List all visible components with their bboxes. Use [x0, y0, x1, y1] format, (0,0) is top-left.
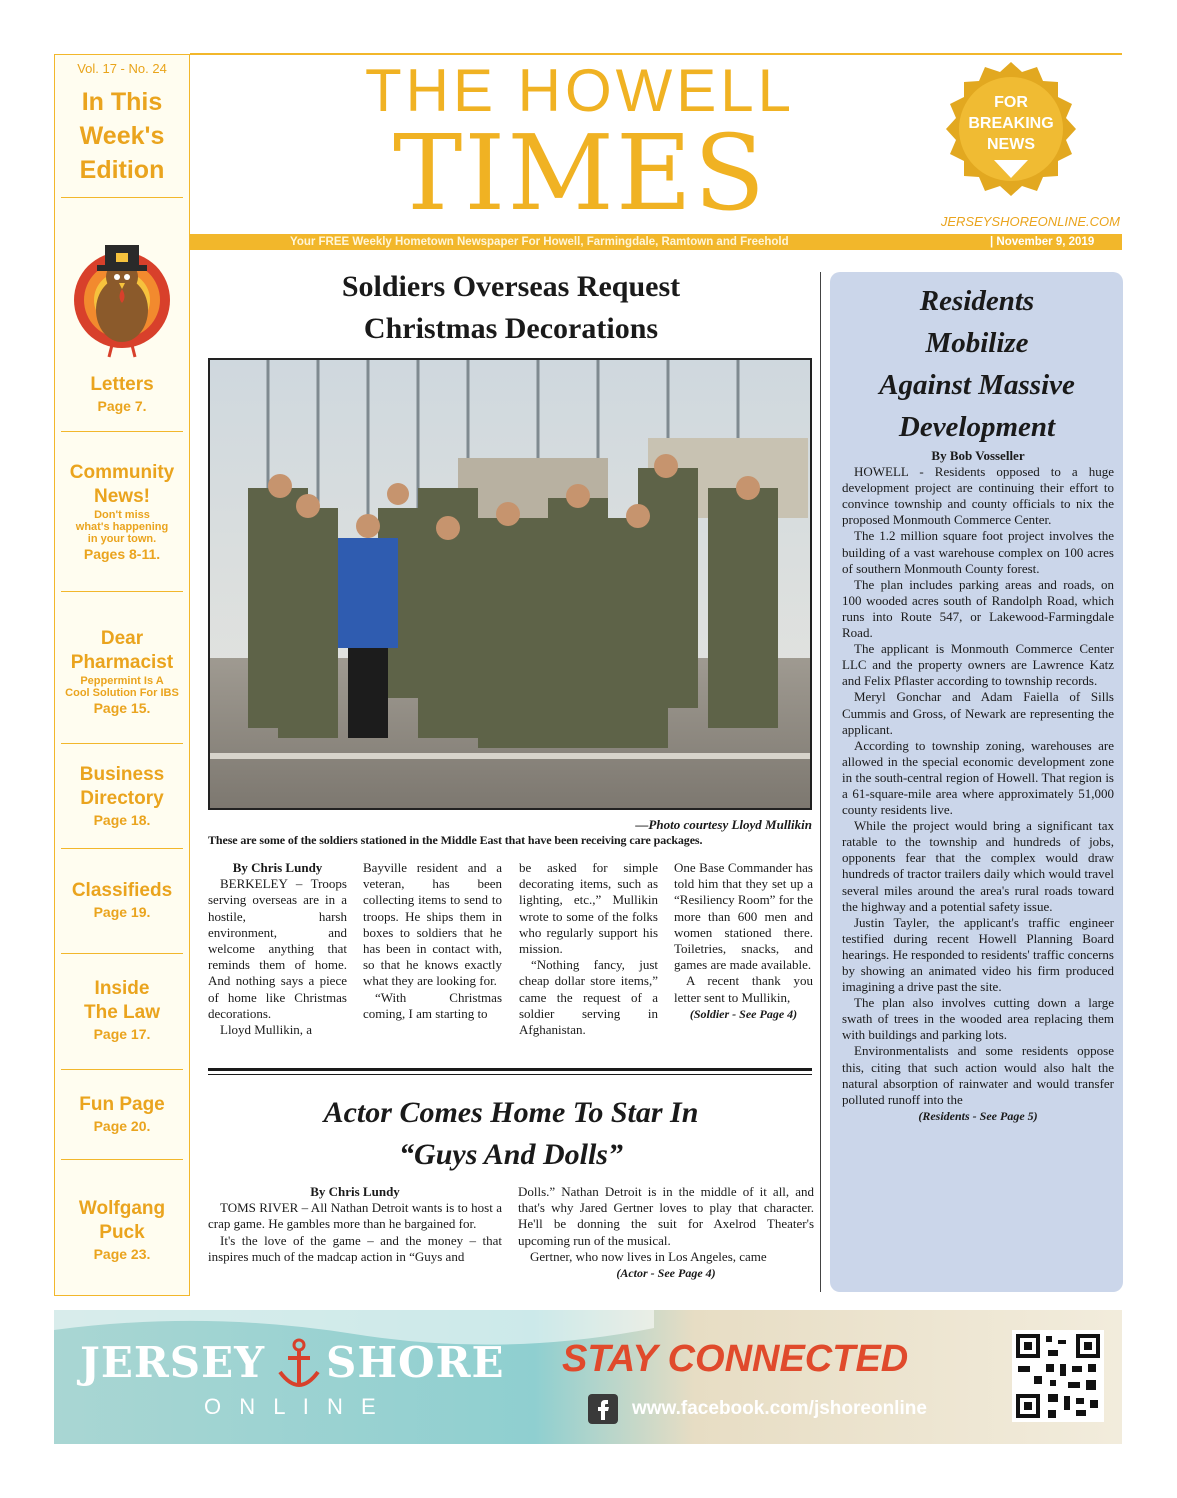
story1-headline[interactable]: Soldiers Overseas Request Christmas Decorations [341, 270, 681, 345]
story3-body: By Bob Vosseller HOWELL - Residents opposed to a huge development project are continuing their effort to convince township and county officials to nix the proposed Monmouth Commerce Center. The 1.2 million square foot project involves the building of a vast warehouse complex on 100 acres of southern Monmouth County forest. The plan includes parking areas and roads, on 100 wooded acres south of Randolph Road, which runs into Route 547, or Lakewood-Farmingdale Road. The applicant is Monmouth Commerce Center LLC and the property owners are Lawrence Katz and Felix Pflaster according to township records. Meryl Gonchar and Adam Faiella of Sills Cummis and Gross, of Newark are representing the applicant. According to township zoning, warehouses are allowed in the special economic development zone in the south-central region of Howell. That region is a 61-square-mile area where approximately 51,000 county residents live. While the project would bring a significant tax ratable to the township and hundreds of jobs, opponents fear that the complex would draw hundreds of tractor trailers daily which would travel several miles around the area's rural roads toward the highway and a potential safety issue. Justin Tayler, the applicant's traffic engineer testified during recent Howell Planning Board hearings. He responded to residents' traffic concerns by showing an animated video his firm produced imagining a drive past the site. The plan also involves cutting down a large swath of trees in the wooded area replacing them with buildings and parking lots. Environmentalists and some residents oppose this, citing that such action would also halt the natural absorption of rainwater and would transfer polluted runoff into the (Residents - See Page 5) [842, 448, 1114, 1123]
banner-online: O N L I N E [204, 1394, 382, 1419]
story1-byline: By Chris Lundy [232, 860, 323, 875]
story1-jump-link[interactable]: (Soldier - See Page 4) [689, 1006, 798, 1021]
divider [61, 431, 183, 432]
divider [61, 591, 183, 592]
story1-column-3: be asked for simple decorating items, such as lighting, etc.,” Mullikin wrote to some of the folks who regularly support his mission. “Nothing fancy, just cheap dollar store items,” came the request of a soldier serving in Afghanistan. [519, 860, 658, 1038]
masthead-rule [190, 53, 1122, 55]
table-of-contents-sidebar [54, 54, 190, 1296]
story3-byline: By Bob Vosseller [931, 448, 1025, 463]
facebook-icon [588, 1394, 618, 1424]
banner-jersey: JERSEY [80, 1338, 266, 1387]
divider [61, 1159, 183, 1160]
masthead-times: TIMES [392, 112, 768, 234]
anchor-icon [276, 1338, 322, 1392]
story1-column-4: One Base Commander has told him that they set up a “Resiliency Room” for the more than 600 men and women stationed there. Toiletries, snacks, and games are made available. A recent thank you letter sent to Mullikin, (Soldier - See Page 4) [674, 860, 813, 1021]
story2-column-2: Dolls.” Nathan Detroit is in the middle of it all, and that's why Jared Gertner loves to play that character. He'll be donning the suit for Axelrod Theater's upcoming run of the musical. Gertner, who now lives in Los Angeles, came (Actor - See Page 4) [518, 1184, 814, 1281]
column-rule [820, 272, 821, 1292]
divider [61, 1069, 183, 1070]
story2-jump-link[interactable]: (Actor - See Page 4) [616, 1266, 716, 1281]
thanksgiving-turkey-icon [67, 205, 177, 365]
story1-column-1: By Chris Lundy BERKELEY – Troops serving overseas are in a hostile, harsh environment, and welcome anything that reminds them of home. And nothing says a piece of home like Christmas decorations. Lloyd Mullikin, a [208, 860, 347, 1038]
divider [61, 848, 183, 849]
divider [61, 743, 183, 744]
tagline: Your FREE Weekly Hometown Newspaper For Howell, Farmingdale, Ramtown and Freehold [290, 236, 789, 248]
toc-classifieds[interactable]: Classifieds Page 19. [71, 880, 173, 920]
issue-date: | November 9, 2019 [990, 236, 1095, 248]
story3-jump-link[interactable]: (Residents - See Page 5) [918, 1108, 1038, 1123]
toc-inside-the-law[interactable]: Inside The Law Page 17. [83, 978, 160, 1042]
qr-code-icon[interactable] [1012, 1330, 1104, 1422]
seal-text: FOR BREAKING NEWS [968, 94, 1054, 153]
volume-number: Vol. 17 - No. 24 [77, 61, 167, 76]
story1-column-2: Bayville resident and a veteran, has been collecting items to send to troops. He ships them in boxes to soldiers that he has been in contact with, so that he knows exactly what they are looking for. “With Christmas coming, I am starting to [363, 860, 502, 1021]
story2-column-1: By Chris Lundy TOMS RIVER – All Nathan Detroit wants is to host a crap game. He gambles more than he bargained for. It's the love of the game – and the money – that inspires much of the madcap action in “Guys and [208, 1184, 502, 1264]
edition-title: In This Week's Edition [79, 88, 165, 184]
toc-fun-page[interactable]: Fun Page Page 20. [79, 1094, 165, 1134]
facebook-url[interactable]: www.facebook.com/jshoreonline [632, 1398, 927, 1419]
toc-wolfgang-puck[interactable]: Wolfgang Puck Page 23. [78, 1198, 166, 1262]
section-rule [208, 1074, 812, 1075]
masthead-the-howell: THE HOWELL [364, 57, 796, 124]
toc-dear-pharmacist[interactable]: Dear Pharmacist Peppermint Is A Cool Solution For IBS Page 15. [65, 628, 179, 716]
toc-letters[interactable]: Letters Page 7. [90, 374, 154, 414]
banner-stay-connected: STAY CONNECTED [562, 1338, 909, 1380]
toc-community-news[interactable]: Community News! Don't miss what's happening in your town. Pages 8-11. [69, 462, 175, 562]
story2-headline[interactable]: Actor Comes Home To Star In “Guys And Dolls” [323, 1096, 699, 1171]
story3-headline[interactable]: Residents Mobilize Against Massive Development [879, 285, 1075, 443]
jersey-shore-online-banner[interactable] [54, 1310, 1122, 1444]
banner-shore: SHORE [326, 1338, 505, 1387]
photo-credit: —Photo courtesy Lloyd Mullikin [635, 817, 812, 832]
soldiers-group-photo [208, 358, 812, 810]
toc-business-directory[interactable]: Business Directory Page 18. [79, 764, 165, 828]
divider [61, 953, 183, 954]
divider [61, 197, 183, 198]
story2-byline: By Chris Lundy [310, 1184, 400, 1199]
section-rule [208, 1068, 812, 1071]
website-link[interactable]: JERSEYSHOREONLINE.COM [940, 214, 1120, 229]
breaking-news-seal[interactable] [942, 60, 1080, 198]
photo-caption: These are some of the soldiers stationed in the Middle East that have been receiving care packages. [208, 833, 703, 847]
